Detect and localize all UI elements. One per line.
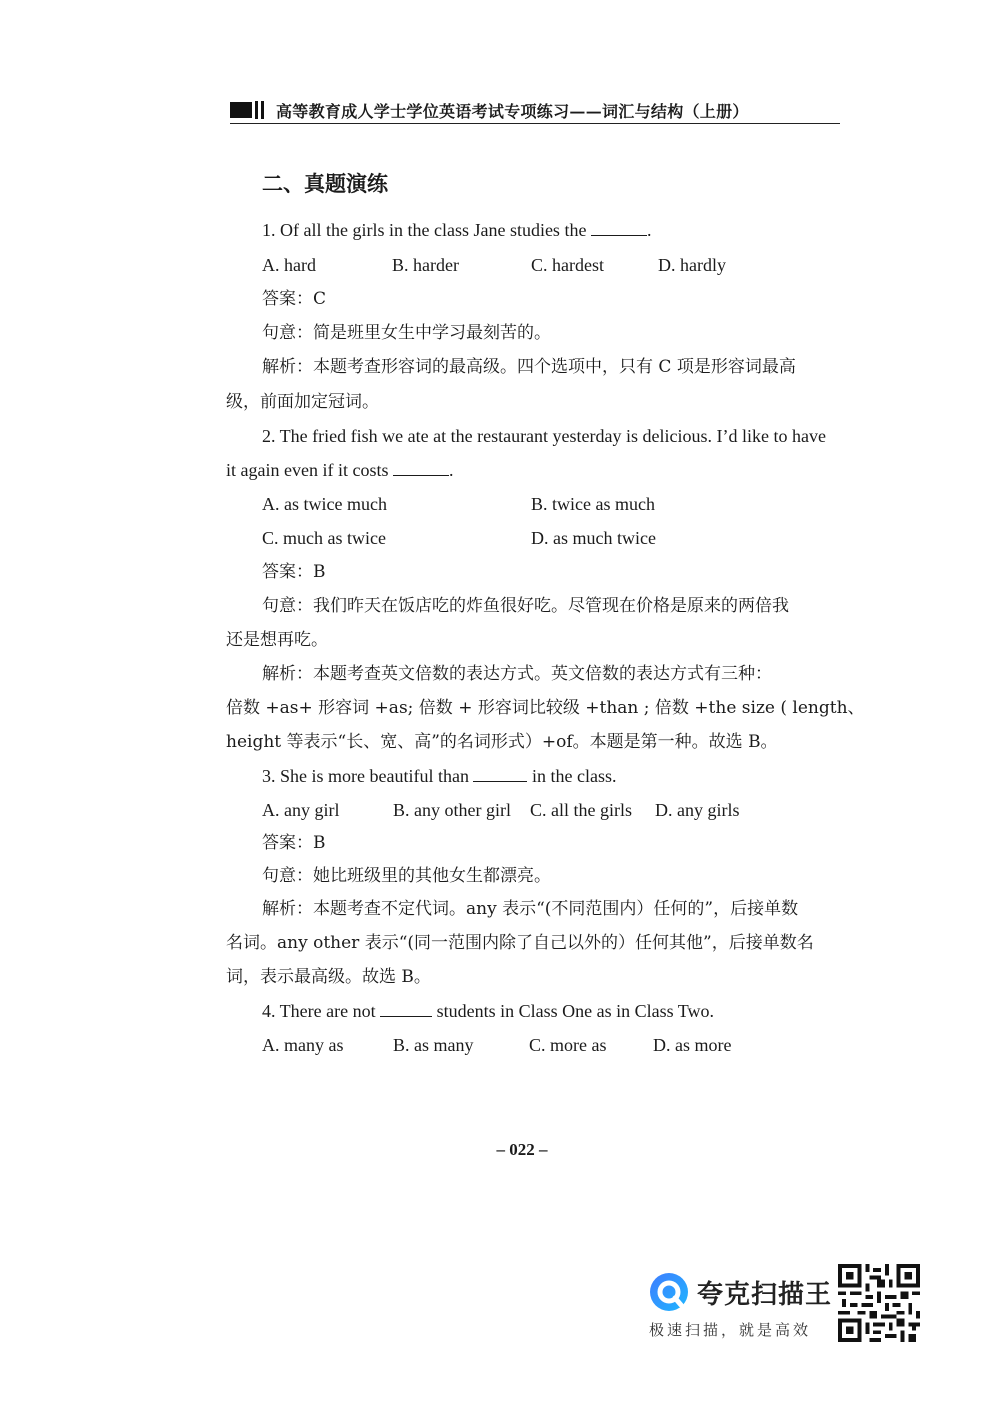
q3-option-c: C. all the girls (530, 800, 632, 820)
running-header (230, 98, 840, 126)
q1-answer: 答案：C (262, 289, 327, 309)
stem-text: students in Class One as in Class Two. (432, 1001, 715, 1021)
q1-analysis-line-2: 级，前面加定冠词。 (226, 392, 379, 412)
q3-option-a: A. any girl (262, 800, 340, 820)
q1-option-a: A. hard (262, 255, 316, 275)
question-4-stem (262, 1000, 714, 1022)
q2-analysis-line-1: 解析：本题考查英文倍数的表达方式。英文倍数的表达方式有三种： (262, 664, 772, 684)
q3-analysis-line-3: 词，表示最高级。故选 B。 (226, 967, 431, 987)
question-2-stem-line-2 (226, 459, 453, 481)
scanner-slogan: 极速扫描，就是高效 (649, 1321, 812, 1339)
stem-text: . (448, 460, 454, 480)
q2-meaning-line-2: 还是想再吃。 (226, 630, 328, 650)
q2-option-d: D. as much twice (531, 528, 656, 548)
q3-meaning: 句意：她比班级里的其他女生都漂亮。 (262, 866, 551, 886)
stem-text: it again even if it costs (226, 460, 393, 480)
stem-text: . (646, 220, 652, 240)
q1-option-b: B. harder (392, 255, 459, 275)
q4-option-d: D. as more (653, 1035, 732, 1055)
scanner-brand: 夸克扫描王 (697, 1280, 833, 1310)
q3-option-d: D. any girls (655, 800, 740, 820)
answer-blank (380, 1001, 432, 1017)
page-number: – 022 – (496, 1140, 548, 1159)
scanner-logo-icon (649, 1272, 689, 1312)
section-title: 二、真题演练 (262, 171, 388, 196)
answer-blank (591, 220, 647, 236)
stem-text: in the class. (527, 766, 617, 786)
q1-option-c: C. hardest (531, 255, 604, 275)
q1-meaning: 句意：简是班里女生中学习最刻苦的。 (262, 323, 551, 343)
header-mark-block (230, 102, 252, 118)
question-1-stem (262, 219, 651, 241)
q3-analysis-line-1: 解析：本题考查不定代词。any 表示“(不同范围内）任何的”，后接单数 (262, 899, 799, 919)
q4-option-b: B. as many (393, 1035, 474, 1055)
header-mark-bar (261, 101, 264, 119)
q2-analysis-line-3: height 等表示“长、宽、高”的名词形式）+of。本题是第一种。故选 B。 (226, 732, 778, 752)
q2-analysis-line-2: 倍数 +as+ 形容词 +as; 倍数 + 形容词比较级 +than ; 倍数 +the size ( length、 (226, 698, 865, 718)
q2-option-b: B. twice as much (531, 494, 655, 514)
stem-text: 3. She is more beautiful than (262, 766, 474, 786)
q3-option-b: B. any other girl (393, 800, 511, 820)
q4-option-a: A. many as (262, 1035, 344, 1055)
answer-blank (473, 766, 527, 782)
q2-meaning-line-1: 句意：我们昨天在饭店吃的炸鱼很好吃。尽管现在价格是原来的两倍我 (262, 596, 789, 616)
question-2-stem-line-1: 2. The fried fish we ate at the restaurant yesterday is delicious. I’d like to have (262, 426, 826, 446)
q4-option-c: C. more as (529, 1035, 607, 1055)
header-title: 高等教育成人学士学位英语考试专项练习——词汇与结构（上册） (276, 102, 749, 121)
stem-text: 1. Of all the girls in the class Jane studies the (262, 220, 591, 240)
header-rule (230, 123, 840, 124)
q3-answer: 答案：B (262, 833, 326, 853)
q2-option-a: A. as twice much (262, 494, 387, 514)
q2-answer: 答案：B (262, 562, 326, 582)
qr-code-icon (838, 1264, 920, 1342)
stem-text: 4. There are not (262, 1001, 381, 1021)
question-3-stem (262, 765, 616, 787)
q1-option-d: D. hardly (658, 255, 726, 275)
q3-analysis-line-2: 名词。any other 表示“(同一范围内除了自己以外的）任何其他”，后接单数名 (226, 933, 814, 953)
answer-blank (393, 460, 449, 476)
q2-option-c: C. much as twice (262, 528, 386, 548)
q1-analysis-line-1: 解析：本题考查形容词的最高级。四个选项中，只有 C 项是形容词最高 (262, 357, 796, 377)
header-mark-bar (255, 101, 258, 119)
